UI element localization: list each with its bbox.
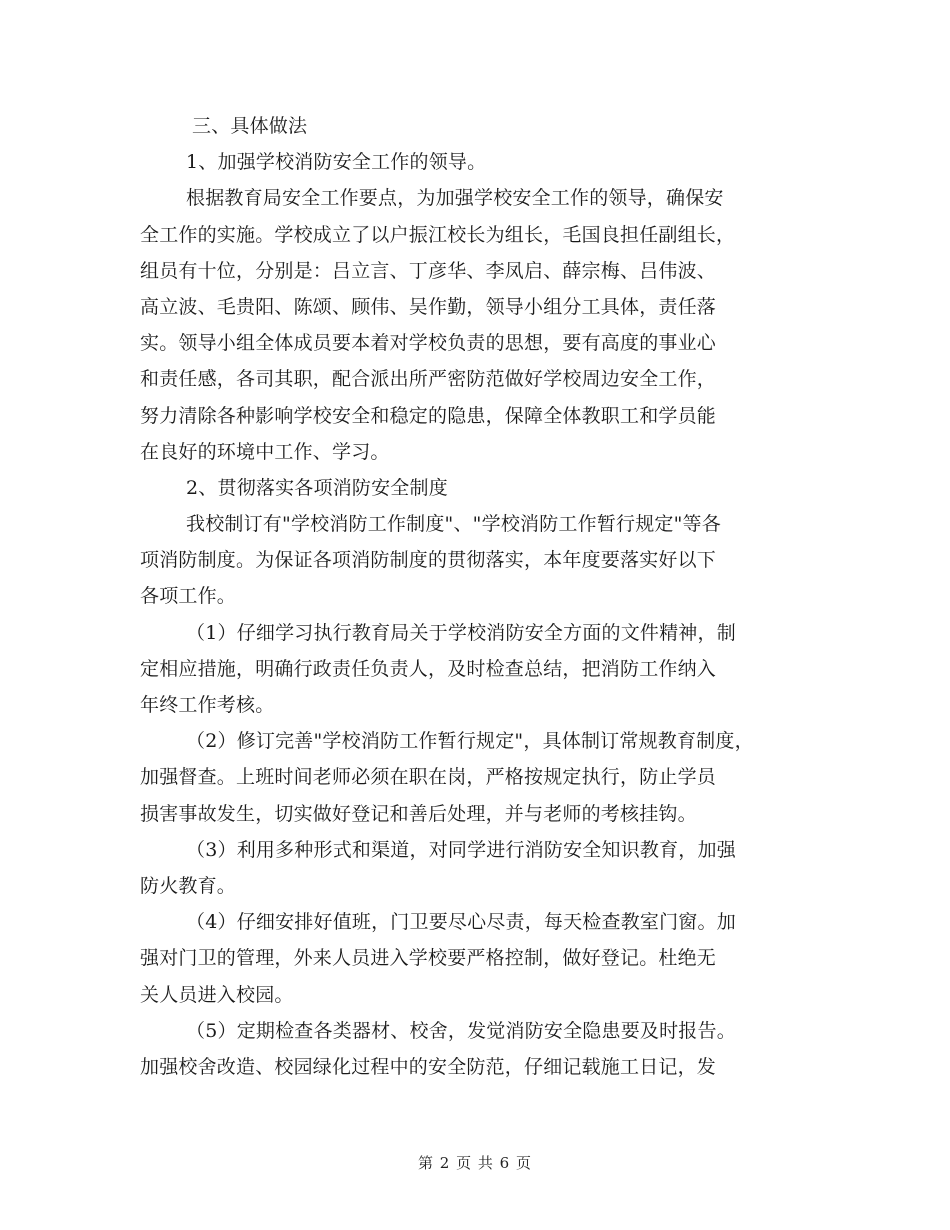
list-item-2: （2）修订完善"学校消防工作暂行规定"，具体制订常规教育制度， (186, 730, 754, 753)
list-item-5: （5）定期检查各类器材、校舍，发觉消防安全隐患要及时报告。 (186, 1019, 736, 1042)
paragraph-line: 我校制订有"学校消防工作制度"、"学校消防工作暂行规定"等各 (186, 513, 721, 536)
paragraph-line: 全工作的实施。学校成立了以户振江校长为组长，毛国良担任副组长， (140, 223, 736, 246)
paragraph-line: 项消防制度。为保证各项消防制度的贯彻落实，本年度要落实好以下 (140, 549, 717, 572)
paragraph-line: 在良好的环境中工作、学习。 (140, 440, 390, 463)
paragraph-line: 各项工作。 (140, 585, 237, 608)
paragraph-line: 强对门卫的管理，外来人员进入学校要严格控制，做好登记。杜绝无 (140, 947, 717, 970)
paragraph-line: 防火教育。 (140, 874, 237, 897)
paragraph-line: 组员有十位，分别是：吕立言、丁彦华、李凤启、薛宗梅、吕伟波、 (140, 259, 717, 282)
list-item-4: （4）仔细安排好值班，门卫要尽心尽责，每天检查教室门窗。加 (186, 911, 736, 934)
paragraph-line: 和责任感，各司其职，配合派出所严密防范做好学校周边安全工作， (140, 368, 717, 391)
paragraph-line: 加强校舍改造、校园绿化过程中的安全防范，仔细记载施工日记，发 (140, 1055, 717, 1078)
subsection-heading-1: 1、加强学校消防安全工作的领导。 (186, 151, 487, 174)
section-heading: 三、具体做法 (192, 115, 308, 137)
list-item-3: （3）利用多种形式和渠道，对同学进行消防安全知识教育，加强 (186, 838, 736, 861)
paragraph-line: 努力清除各种影响学校安全和稳定的隐患，保障全体教职工和学员能 (140, 404, 717, 427)
paragraph-line: 年终工作考核。 (140, 694, 275, 716)
document-body (140, 108, 830, 1085)
paragraph-line: 根据教育局安全工作要点，为加强学校安全工作的领导，确保安 (186, 187, 724, 210)
paragraph-line: 定相应措施，明确行政责任负责人，及时检查总结，把消防工作纳入 (140, 657, 717, 680)
paragraph-line: 实。领导小组全体成员要本着对学校负责的思想，要有高度的事业心 (140, 332, 717, 355)
list-item-1: （1）仔细学习执行教育局关于学校消防安全方面的文件精神，制 (186, 621, 736, 644)
paragraph-line: 加强督查。上班时间老师必须在职在岗，严格按规定执行，防止学员 (140, 766, 717, 789)
paragraph-line: 高立波、毛贵阳、陈颂、顾伟、吴作勤，领导小组分工具体，责任落 (140, 295, 717, 318)
page-number-footer: 第 2 页 共 6 页 (418, 1154, 532, 1172)
subsection-heading-2: 2、贯彻落实各项消防安全制度 (186, 476, 448, 499)
paragraph-line: 关人员进入校园。 (140, 983, 294, 1006)
paragraph-line: 损害事故发生，切实做好登记和善后处理，并与老师的考核挂钩。 (140, 802, 697, 825)
